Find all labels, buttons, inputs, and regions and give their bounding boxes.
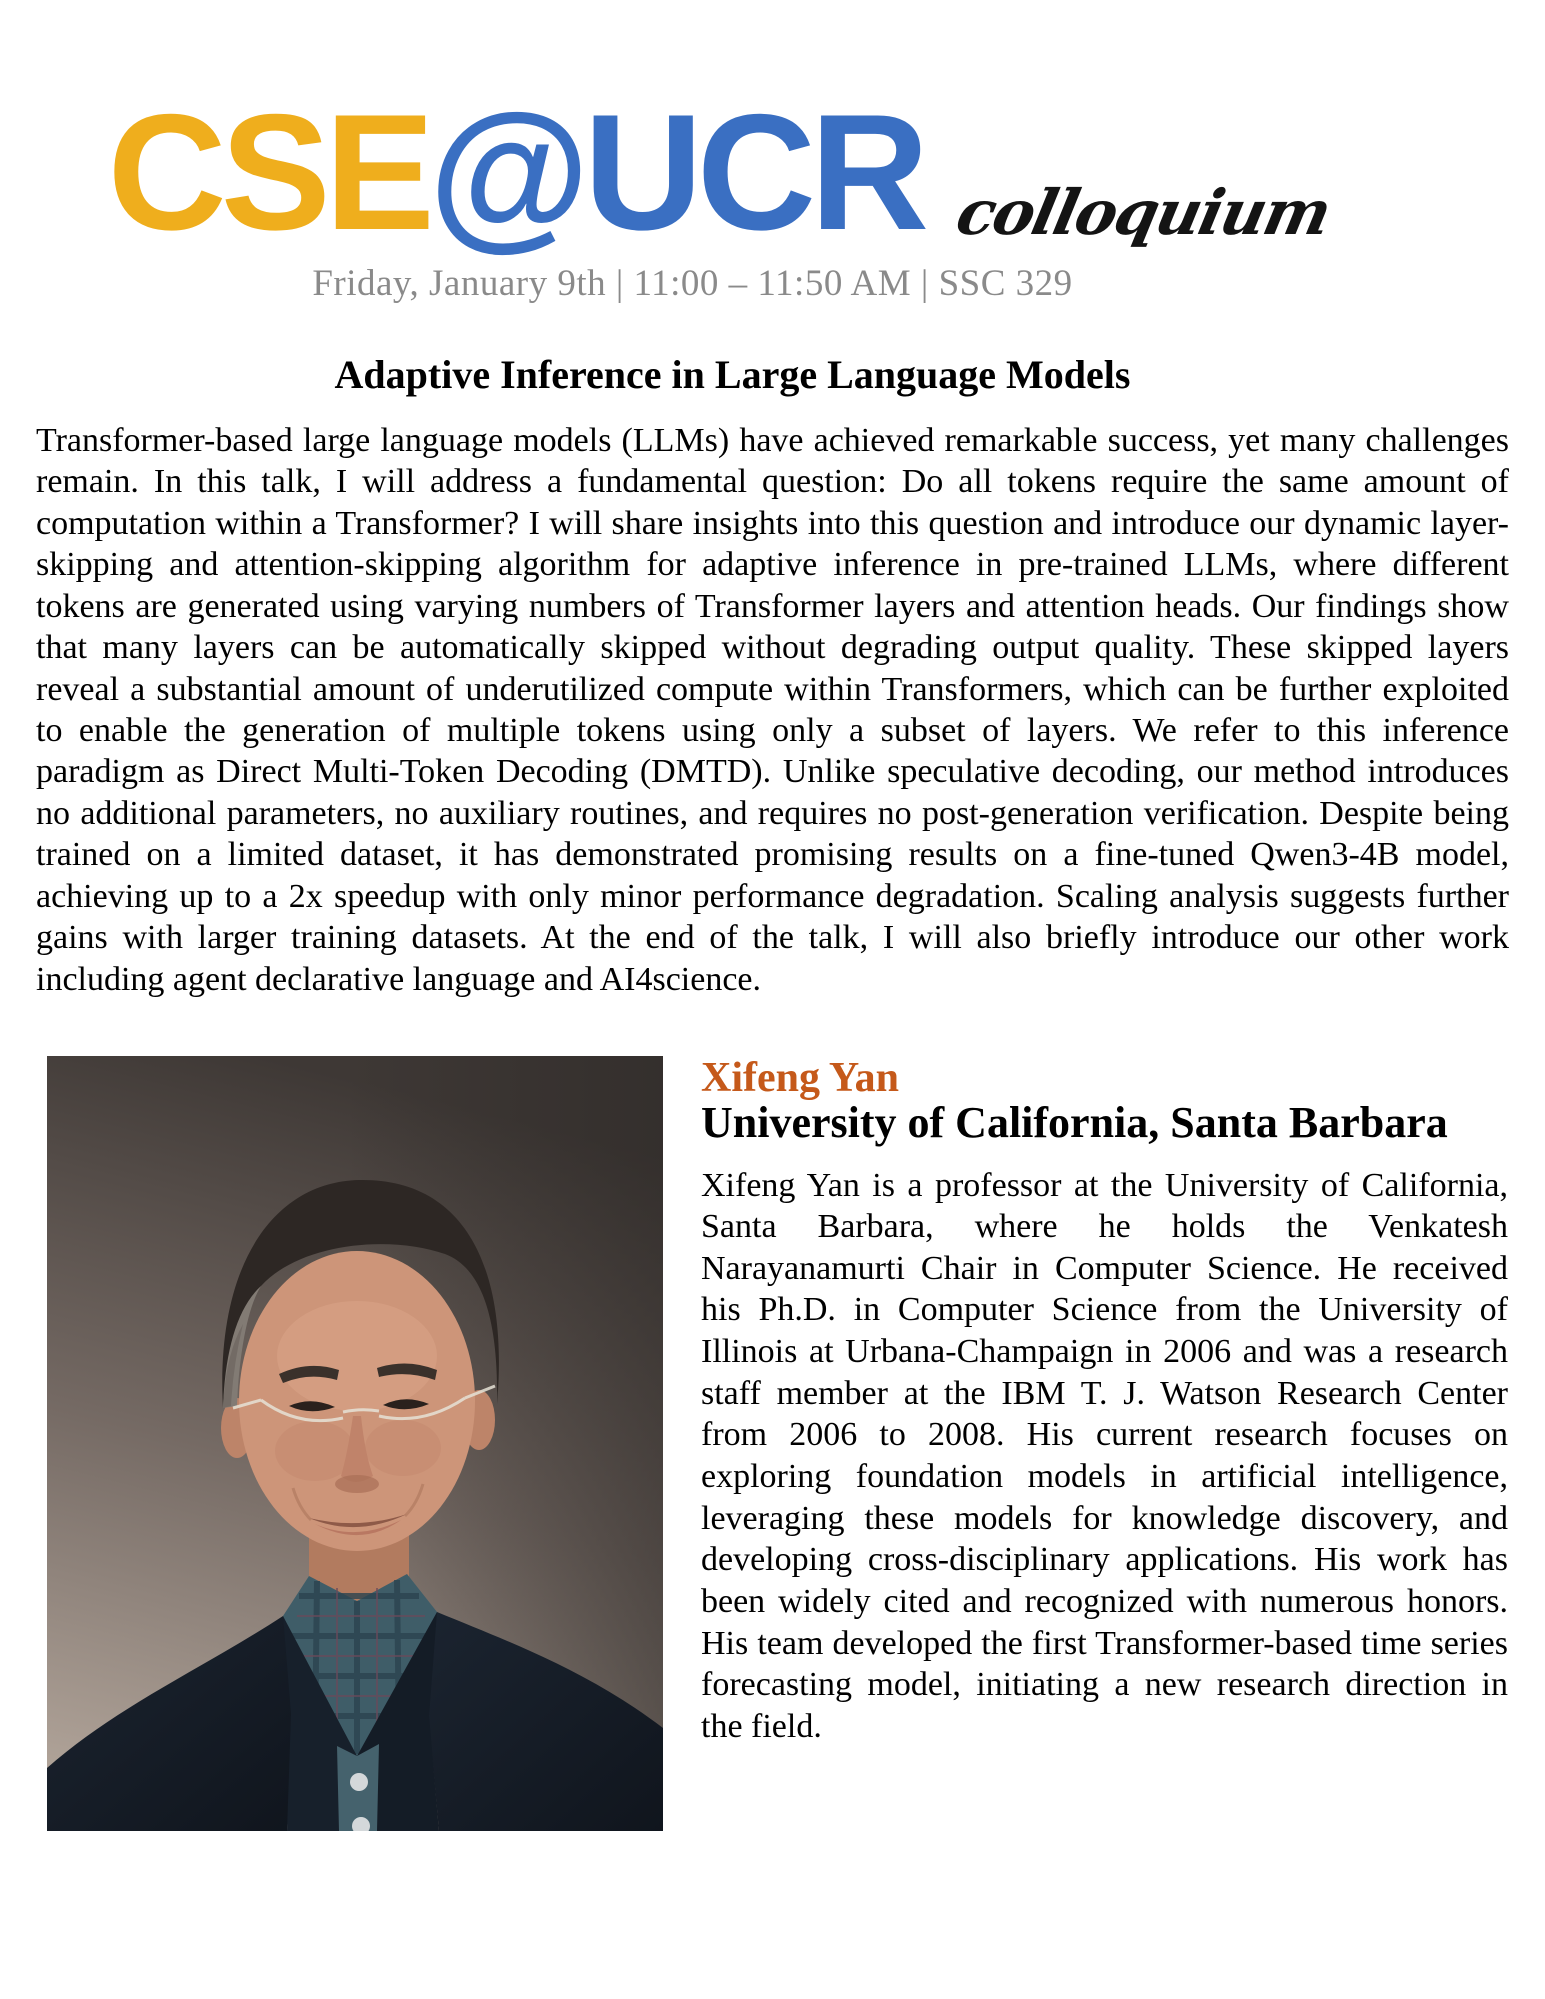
speaker-name: Xifeng Yan xyxy=(701,1055,899,1102)
cse-ucr-colloquium-logo xyxy=(107,80,1337,264)
logo-colloquium-script: colloquium xyxy=(950,175,1337,249)
logo-cse-text: CSE xyxy=(107,80,429,264)
speaker-info xyxy=(701,1056,1508,1831)
speaker-affiliation: University of California, Santa Barbara xyxy=(701,1098,1448,1148)
speaker-bio: Xifeng Yan is a professor at the University of California, Santa Barbara, where he holds the Venkatesh Narayanamurti Chair in Computer Science. He received his Ph.D. in Computer Science from the University of Illinois at Urbana-Champaign in 2006 and was a research staff member at the IBM T. J. Watson Research Center from 2006 to 2008. His current research focuses on exploring foundation models in artificial intelligence, leveraging these models for knowledge discovery, and developing cross-disciplinary applications. His work has been widely cited and recognized with numerous honors. His team developed the first Transformer-based time series forecasting model, initiating a new research direction in the field. xyxy=(701,1166,1508,1745)
speaker-photo xyxy=(47,1056,663,1831)
speaker-portrait-graphic xyxy=(47,1056,663,1831)
event-datetime-location: Friday, January 9th | 11:00 – 11:50 AM | SSC 329 xyxy=(312,262,1073,304)
logo-at-ucr-text: @UCR xyxy=(428,80,924,264)
talk-title: Adaptive Inference in Large Language Models xyxy=(334,351,1131,397)
speaker-section xyxy=(47,1056,1508,1831)
talk-abstract: Transformer-based large language models (LLMs) have achieved remarkable success, yet many challenges remain. In this talk, I will address a fundamental question: Do all tokens require the same amount of computation within a Transformer? I will share insights into this question and introduce our dynamic layer-skipping and attention-skipping algorithm for adaptive inference in pre-trained LLMs, where different tokens are generated using varying numbers of Transformer layers and attention heads. Our findings show that many layers can be automatically skipped without degrading output quality. These skipped layers reveal a substantial amount of underutilized compute within Transformers, which can be further exploited to enable the generation of multiple tokens using only a subset of layers. We refer to this inference paradigm as Direct Multi-Token Decoding (DMTD). Unlike speculative decoding, our method introduces no additional parameters, no auxiliary routines, and requires no post-generation verification. Despite being trained on a limited dataset, it has demonstrated promising results on a fine-tuned Qwen3-4B model, achieving up to a 2x speedup with only minor performance degradation. Scaling analysis suggests further gains with larger training datasets. At the end of the talk, I will also briefly introduce our other work including agent declarative language and AI4science. xyxy=(36,421,1509,998)
flyer-header xyxy=(0,0,1545,305)
